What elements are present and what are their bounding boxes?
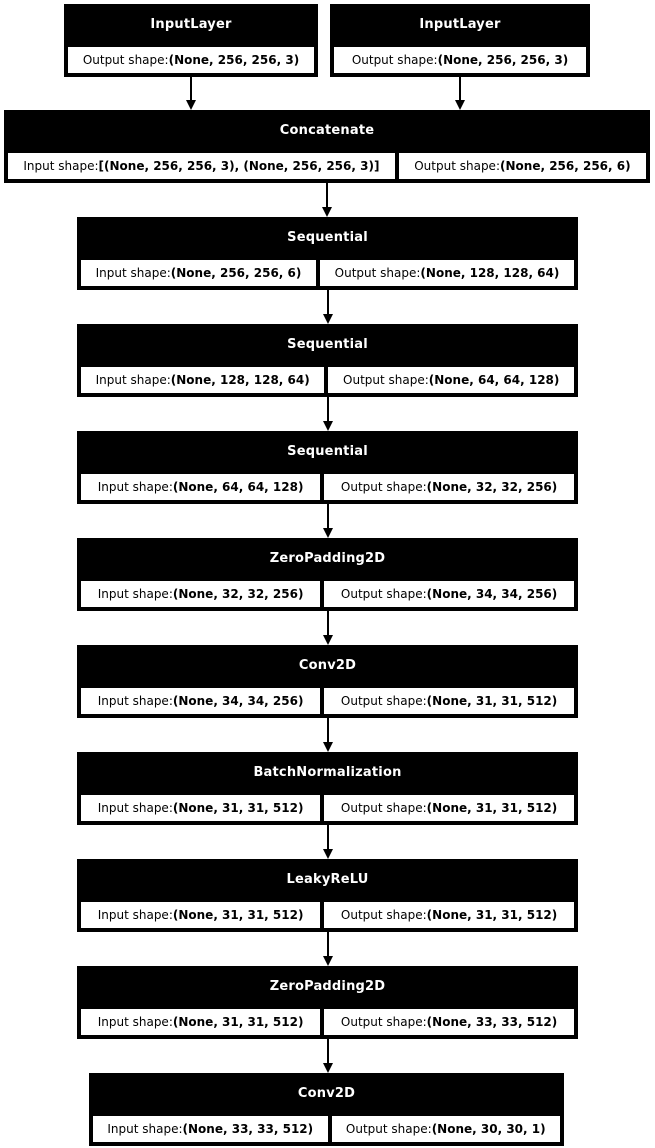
output-shape-label: Output shape: [340,801,427,815]
output-shape-cell [333,46,587,74]
output-shape-value: (None, 31, 31, 512) [426,694,558,708]
input-shape-cell [92,1115,329,1143]
input-shape-value: (None, 31, 31, 512) [172,1015,304,1029]
edge-arrowhead [323,421,333,431]
input-shape-label: Input shape: [97,908,173,922]
output-shape-cell [323,1008,575,1036]
input-shape-cell [80,794,321,822]
layer-node-batchnormalization-8 [77,752,578,825]
output-shape-cell [327,366,575,394]
shape-row [78,1006,577,1038]
input-shape-label: Input shape: [23,159,99,173]
edge-line [327,718,329,743]
shape-row [78,471,577,503]
layer-type-title: ZeroPadding2D [269,979,386,994]
layer-node-zeropadding2d-6 [77,538,578,611]
layer-type-title: Conv2D [297,1086,356,1101]
input-shape-value: (None, 33, 33, 512) [182,1122,314,1136]
input-shape-label: Input shape: [97,1015,173,1029]
layer-node-sequential-3 [77,217,578,290]
output-shape-cell [319,259,575,287]
edge-arrowhead [323,742,333,752]
input-shape-label: Input shape: [95,373,171,387]
layer-type-title: Sequential [287,444,368,459]
output-shape-value: (None, 34, 34, 256) [426,587,558,601]
shape-row [331,44,589,76]
output-shape-cell [323,901,575,929]
edge-arrowhead [323,1063,333,1073]
shape-row [78,899,577,931]
shape-row [78,792,577,824]
input-shape-label: Input shape: [95,266,171,280]
input-shape-value: (None, 32, 32, 256) [172,587,304,601]
output-shape-label: Output shape: [343,373,429,387]
input-shape-cell [80,366,325,394]
output-shape-value: (None, 64, 64, 128) [428,373,560,387]
edge-arrowhead [323,849,333,859]
output-shape-label: Output shape: [334,266,421,280]
edge-line [327,1039,329,1064]
edge-line [327,397,329,422]
output-shape-value: (None, 256, 256, 3) [168,53,300,67]
edge-line [327,290,329,315]
layer-type-title: Conv2D [298,658,357,673]
edge-line [327,825,329,850]
layer-node-leakyrelu-9 [77,859,578,932]
layer-node-inputlayer-1 [330,4,590,77]
edge-arrowhead [323,314,333,324]
output-shape-label: Output shape: [340,480,427,494]
input-shape-cell [80,580,321,608]
shape-row [78,578,577,610]
edge-arrowhead [455,100,465,110]
shape-row [90,1113,563,1145]
input-shape-label: Input shape: [97,480,173,494]
output-shape-value: (None, 31, 31, 512) [426,801,558,815]
edge-line [327,611,329,636]
input-shape-value: (None, 34, 34, 256) [172,694,304,708]
output-shape-label: Output shape: [351,53,438,67]
layer-type-title: LeakyReLU [286,872,369,887]
edge-arrowhead [323,956,333,966]
edge-line [326,183,328,208]
edge-arrowhead [323,635,333,645]
output-shape-label: Output shape: [340,694,427,708]
output-shape-cell [323,473,575,501]
shape-row [78,364,577,396]
input-shape-label: Input shape: [97,694,173,708]
layer-node-conv2d-11 [89,1073,564,1146]
output-shape-value: (None, 256, 256, 6) [500,159,631,173]
output-shape-label: Output shape: [414,159,500,173]
edge-line [327,932,329,957]
edge-line [190,77,192,101]
layer-type-title: ZeroPadding2D [269,551,386,566]
input-shape-cell [7,152,396,180]
layer-node-sequential-5 [77,431,578,504]
edge-arrowhead [323,528,333,538]
layer-type-title: Sequential [287,230,368,245]
output-shape-cell [398,152,647,180]
output-shape-value: (None, 30, 30, 1) [431,1122,546,1136]
layer-type-title: Concatenate [279,123,375,138]
input-shape-value: (None, 31, 31, 512) [172,908,304,922]
input-shape-label: Input shape: [107,1122,183,1136]
output-shape-label: Output shape: [340,587,427,601]
output-shape-label: Output shape: [340,1015,427,1029]
output-shape-cell [323,580,575,608]
input-shape-value: (None, 256, 256, 6) [170,266,302,280]
output-shape-label: Output shape: [340,908,427,922]
input-shape-cell [80,1008,321,1036]
output-shape-label: Output shape: [345,1122,432,1136]
input-shape-value: (None, 128, 128, 64) [170,373,310,387]
layer-type-title: Sequential [287,337,368,352]
output-shape-cell [323,794,575,822]
input-shape-label: Input shape: [97,587,173,601]
output-shape-cell [67,46,315,74]
layer-node-sequential-4 [77,324,578,397]
edge-line [327,504,329,529]
input-shape-cell [80,473,321,501]
edge-arrowhead [322,207,332,217]
input-shape-value: (None, 64, 64, 128) [172,480,304,494]
layer-node-conv2d-7 [77,645,578,718]
output-shape-value: (None, 32, 32, 256) [426,480,558,494]
edge-line [459,77,461,101]
output-shape-value: (None, 33, 33, 512) [426,1015,558,1029]
layer-node-concatenate-2 [4,110,650,183]
layer-type-title: BatchNormalization [253,765,402,780]
output-shape-cell [331,1115,561,1143]
shape-row [78,257,577,289]
shape-row [5,150,649,182]
output-shape-value: (None, 31, 31, 512) [426,908,558,922]
input-shape-cell [80,687,321,715]
input-shape-cell [80,259,317,287]
layer-type-title: InputLayer [419,17,501,32]
output-shape-cell [323,687,575,715]
output-shape-value: (None, 128, 128, 64) [420,266,560,280]
shape-row [65,44,317,76]
input-shape-cell [80,901,321,929]
layer-type-title: InputLayer [150,17,232,32]
edge-arrowhead [186,100,196,110]
layer-node-inputlayer-0 [64,4,318,77]
input-shape-value: [(None, 256, 256, 3), (None, 256, 256, 3)] [98,159,380,173]
input-shape-label: Input shape: [97,801,173,815]
shape-row [78,685,577,717]
output-shape-label: Output shape: [82,53,169,67]
input-shape-value: (None, 31, 31, 512) [172,801,304,815]
output-shape-value: (None, 256, 256, 3) [437,53,569,67]
layer-node-zeropadding2d-10 [77,966,578,1039]
